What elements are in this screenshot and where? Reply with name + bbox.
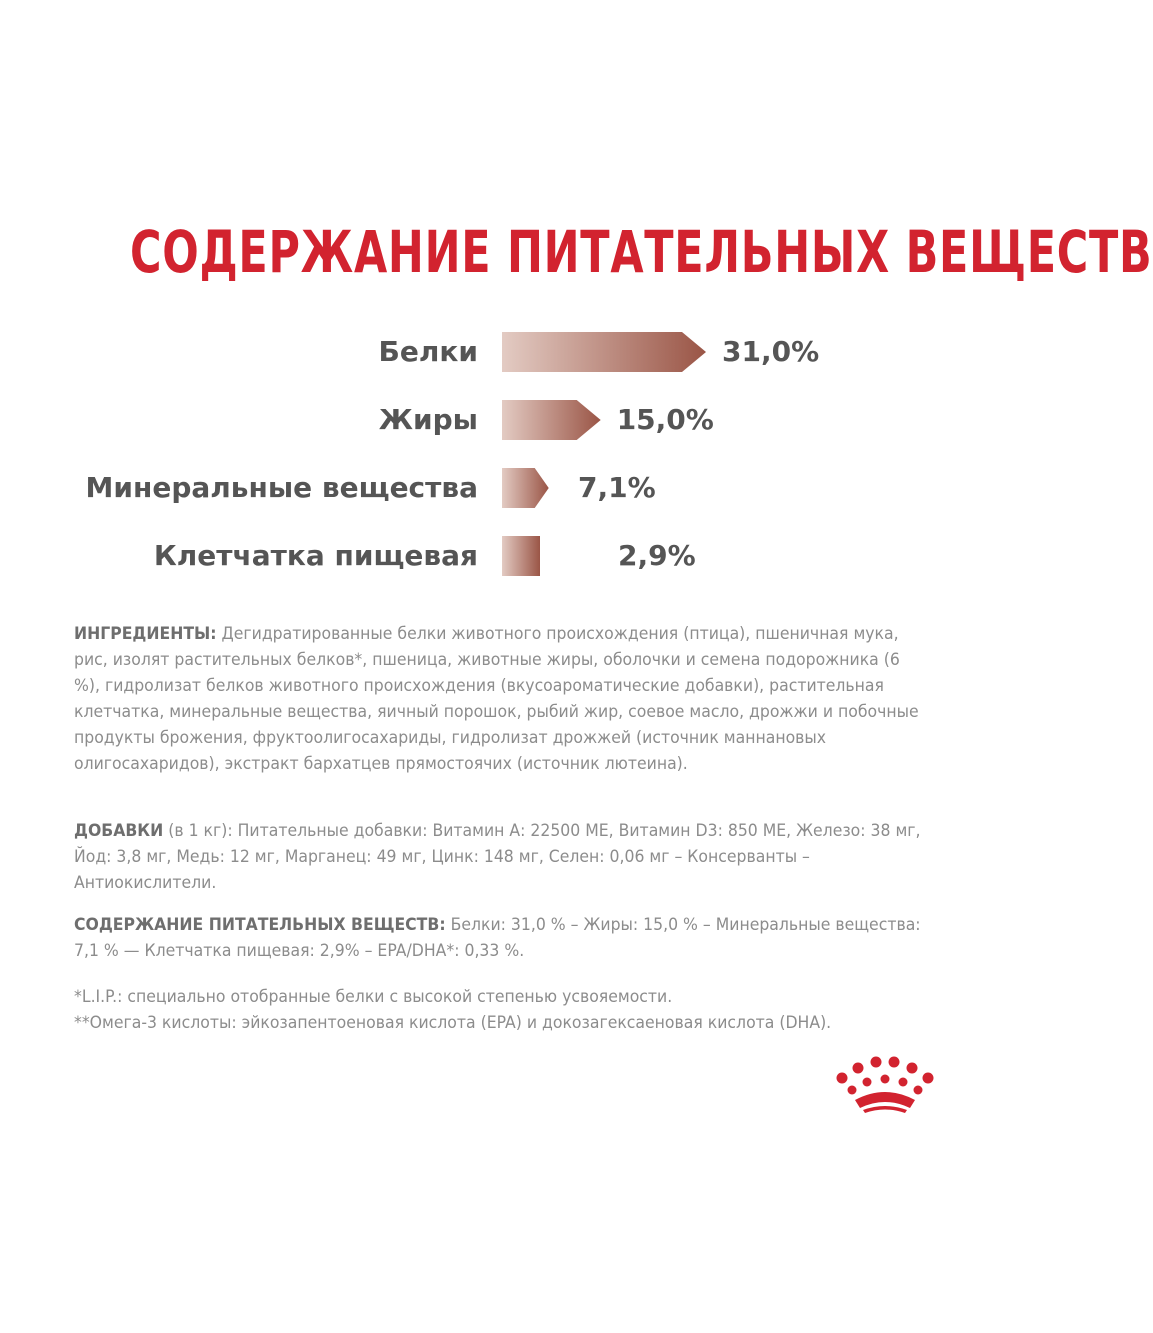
footnote-omega: **Омега-3 кислоты: эйкозапентоеновая кислота (EPA) и докозагексаеновая кислота (DHA). xyxy=(74,1013,832,1032)
category-label: Жиры xyxy=(378,403,478,436)
chart-svg xyxy=(0,320,1000,590)
bar-1 xyxy=(502,400,601,440)
chart-title: СОДЕРЖАНИЕ ПИТАТЕЛЬНЫХ ВЕЩЕСТВ xyxy=(130,218,1153,286)
ingredients-paragraph xyxy=(74,621,929,777)
nutrients-text: Белки: 31,0 % – Жиры: 15,0 % – Минеральные вещества: 7,1 % — Клетчатка пищевая: 2,9% – EPA/DHA*: 0,33 %. xyxy=(74,915,921,960)
category-label: Минеральные вещества xyxy=(85,471,478,504)
value-label: 15,0% xyxy=(616,403,714,436)
category-label: Белки xyxy=(378,335,478,368)
footnote-lip: *L.I.P.: специально отобранные белки с высокой степенью усвояемости. xyxy=(74,987,673,1006)
additives-label: ДОБАВКИ xyxy=(74,821,164,840)
category-label: Клетчатка пищевая xyxy=(153,539,478,572)
bar-3 xyxy=(502,536,540,576)
bar-2 xyxy=(502,468,549,508)
bar-0 xyxy=(502,332,706,372)
value-label: 7,1% xyxy=(578,471,656,504)
footnotes xyxy=(74,984,929,1036)
ingredients-text: Дегидратированные белки животного происхождения (птица), пшеничная мука, рис, изолят растительных белков*, пшеница, животные жиры, оболочки и семена подорожника (6 %), гидролизат белков животного происхождения (вкусоароматические добавки), растительная клетчатка, минеральные вещества, яичный порошок, рыбий жир, соевое масло, дрожжи и побочные продукты брожения, фруктоолигосахариды, гидролизат дрожжей (источник маннановых олигосахаридов), экстракт бархатцев прямостоячих (источник лютеина). xyxy=(74,624,919,773)
additives-text: Питательные добавки: Витамин А: 22500 МЕ, Витамин D3: 850 МЕ, Железо: 38 мг, Йод: 3,8 мг, Медь: 12 мг, Марганец: 49 мг, Цинк: 148 мг, Селен: 0,06 мг – Консерванты – Антиокислители. xyxy=(74,821,921,892)
nutrient-bar-chart xyxy=(0,320,1000,590)
royal-crown-icon xyxy=(830,1052,940,1114)
ingredients-label: ИНГРЕДИЕНТЫ: xyxy=(74,624,217,643)
nutrients-label: СОДЕРЖАНИЕ ПИТАТЕЛЬНЫХ ВЕЩЕСТВ: xyxy=(74,915,446,934)
additives-paragraph xyxy=(74,818,929,896)
additives-sublabel: (в 1 кг): xyxy=(168,821,233,840)
value-label: 2,9% xyxy=(618,539,696,572)
nutrients-paragraph xyxy=(74,912,929,964)
value-label: 31,0% xyxy=(722,335,820,368)
